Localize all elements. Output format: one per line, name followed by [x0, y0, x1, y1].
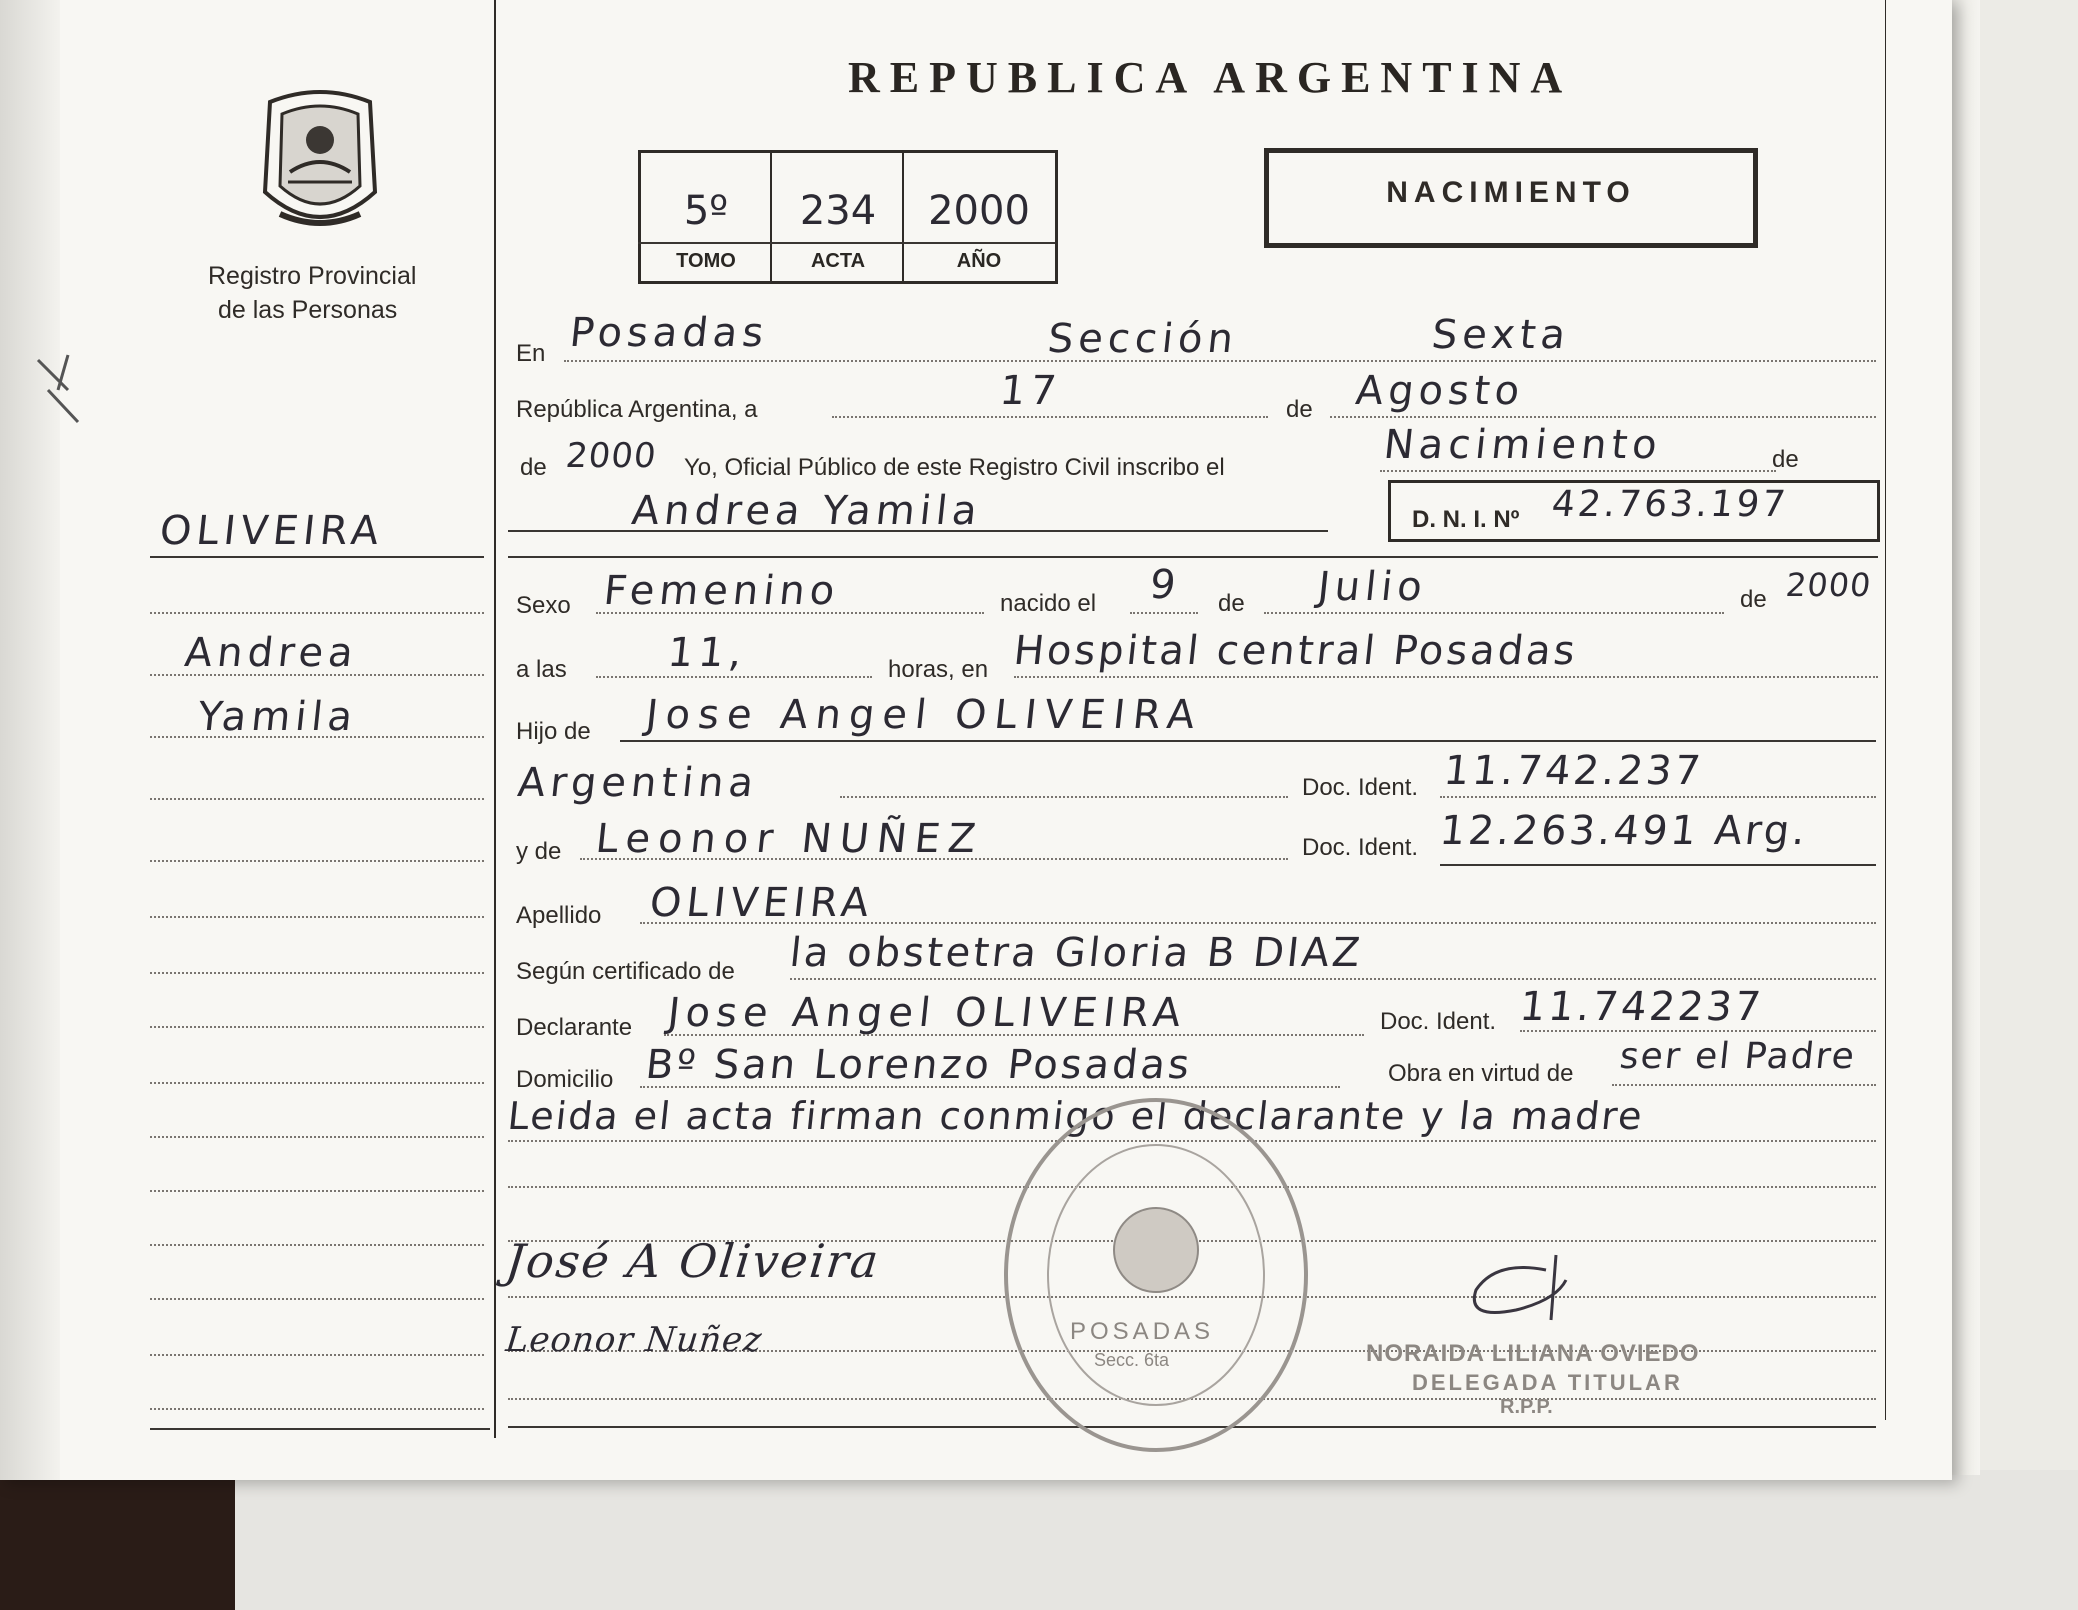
margin-line	[150, 612, 484, 614]
margin-line	[150, 674, 484, 676]
field-line	[1130, 612, 1198, 614]
value-father-nationality: Argentina	[515, 760, 761, 806]
value-act: Nacimiento	[1381, 422, 1665, 468]
field-line	[1330, 416, 1876, 418]
label-y-de: y de	[516, 838, 562, 865]
label-en: En	[516, 340, 546, 367]
margin-line	[150, 1136, 484, 1138]
value-mother-doc: 12.263.491 Arg.	[1437, 808, 1811, 854]
label-de: de	[1286, 396, 1313, 423]
label-yo: Yo, Oficial Público de este Registro Civil inscribo el	[684, 454, 1225, 481]
value-hour: 11,	[665, 630, 750, 676]
margin-line	[150, 1298, 484, 1300]
field-line	[790, 978, 1876, 980]
label-a-las: a las	[516, 656, 567, 683]
record-type: NACIMIENTO	[1386, 176, 1636, 209]
field-line	[1380, 470, 1776, 472]
margin-given-name-2: Yamila	[195, 694, 360, 740]
label-doc: Doc. Ident.	[1302, 834, 1419, 861]
field-line	[1612, 1084, 1876, 1086]
signature-official-icon	[1456, 1250, 1596, 1330]
field-line	[508, 530, 1328, 532]
label-de: de	[1218, 590, 1245, 617]
ano-label: AÑO	[956, 250, 1002, 272]
box-divider	[902, 150, 904, 281]
value-seccion: Sección	[1045, 316, 1241, 362]
field-line	[1014, 676, 1878, 678]
right-border	[1885, 0, 1886, 1420]
field-line	[596, 612, 984, 614]
field-line	[1440, 796, 1876, 798]
official-stamp-icon	[996, 1090, 1316, 1460]
registry-name-line1: Registro Provincial	[208, 262, 417, 290]
value-place: Hospital central Posadas	[1011, 628, 1581, 674]
value-virtue: ser el Padre	[1617, 1036, 1859, 1077]
label-horas: horas, en	[888, 656, 989, 683]
value-surname: OLIVEIRA	[647, 880, 876, 926]
value-mother: Leonor NUÑEZ	[593, 816, 986, 862]
field-line	[1520, 1030, 1876, 1032]
margin-line	[150, 1408, 484, 1410]
value-child-name: Andrea Yamila	[629, 488, 985, 534]
book-cover	[0, 1470, 235, 1610]
provincial-crest-icon	[250, 82, 390, 242]
field-line	[664, 1034, 1364, 1036]
value-father: Jose Angel OLIVEIRA	[643, 692, 1205, 738]
margin-line	[150, 1082, 484, 1084]
label-doc: Doc. Ident.	[1302, 774, 1419, 801]
field-line	[596, 676, 872, 678]
label-dni: D. N. I. Nº	[1412, 506, 1520, 533]
field-line	[1440, 864, 1876, 866]
official-title: DELEGADA TITULAR	[1412, 1370, 1683, 1395]
acta-value: 234	[799, 188, 877, 234]
label-nacido: nacido el	[1000, 590, 1097, 617]
ano-value: 2000	[928, 188, 1030, 234]
label-de: de	[520, 454, 547, 481]
stamp-city: POSADAS	[1070, 1318, 1215, 1345]
label-hijo: Hijo de	[516, 718, 591, 745]
value-year: 2000	[563, 436, 659, 476]
value-birth-day: 9	[1147, 562, 1183, 608]
margin-line	[150, 556, 484, 558]
official-name: NORAIDA LILIANA OVIEDO	[1366, 1340, 1700, 1367]
margin-line	[150, 1244, 484, 1246]
margin-line	[150, 798, 484, 800]
margin-line	[150, 860, 484, 862]
value-declarant: Jose Angel OLIVEIRA	[665, 990, 1189, 1036]
country-title: REPUBLICA ARGENTINA	[848, 53, 1573, 102]
tomo-value: 5º	[683, 188, 729, 234]
value-sex: Femenino	[601, 568, 842, 614]
field-line	[832, 416, 1268, 418]
label-obra: Obra en virtud de	[1388, 1060, 1574, 1087]
box-divider	[638, 242, 1055, 244]
margin-line	[150, 1428, 490, 1430]
margin-line	[150, 1354, 484, 1356]
value-day: 17	[997, 368, 1064, 414]
value-address: Bº San Lorenzo Posadas	[643, 1042, 1195, 1088]
official-org: R.P.P.	[1500, 1396, 1553, 1418]
field-line	[1264, 612, 1724, 614]
signature-father: José A Oliveira	[503, 1234, 883, 1288]
tomo-label: TOMO	[676, 250, 736, 272]
field-line	[640, 922, 1876, 924]
label-doc: Doc. Ident.	[1380, 1008, 1497, 1035]
value-father-doc: 11.742.237	[1441, 748, 1706, 794]
label-republica: República Argentina, a	[516, 396, 758, 423]
value-birth-year: 2000	[1784, 566, 1874, 604]
section-line	[508, 556, 1878, 558]
margin-line	[150, 972, 484, 974]
value-birth-month: Julio	[1315, 564, 1430, 610]
field-line	[640, 1086, 1340, 1088]
acta-label: ACTA	[810, 250, 866, 272]
margin-line	[150, 1026, 484, 1028]
box-divider	[770, 150, 772, 281]
book-gutter	[0, 0, 60, 1480]
label-declarante: Declarante	[516, 1014, 633, 1041]
signature-mother: Leonor Nuñez	[503, 1320, 765, 1360]
table-surface	[0, 1470, 2078, 1610]
value-dni: 42.763.197	[1549, 484, 1791, 525]
value-section-number: Sexta	[1429, 312, 1573, 358]
label-de: de	[1772, 446, 1799, 473]
label-apellido: Apellido	[516, 902, 602, 929]
registry-name-line2: de las Personas	[218, 296, 398, 324]
value-city: Posadas	[567, 310, 771, 356]
margin-divider	[494, 0, 496, 1438]
closing-statement: Leida el acta firman conmigo el declarante y la madre	[505, 1094, 1646, 1138]
value-certificate: la obstetra Gloria B DIAZ	[787, 930, 1365, 976]
page-edge	[1948, 0, 1980, 1475]
value-month: Agosto	[1353, 368, 1527, 414]
label-sexo: Sexo	[516, 592, 571, 619]
label-segun: Según certificado de	[516, 958, 735, 985]
margin-given-name-1: Andrea	[182, 630, 361, 676]
label-de: de	[1740, 586, 1767, 613]
margin-line	[150, 916, 484, 918]
field-line	[580, 858, 1288, 860]
margin-surname: OLIVEIRA	[157, 508, 386, 554]
field-line	[840, 796, 1288, 798]
label-domicilio: Domicilio	[516, 1066, 614, 1093]
staple-mark-icon	[28, 350, 88, 430]
margin-line	[150, 736, 484, 738]
stamp-section: Secc. 6ta	[1094, 1350, 1170, 1370]
margin-line	[150, 1190, 484, 1192]
value-declarant-doc: 11.742237	[1517, 984, 1766, 1030]
field-line	[620, 740, 1876, 742]
